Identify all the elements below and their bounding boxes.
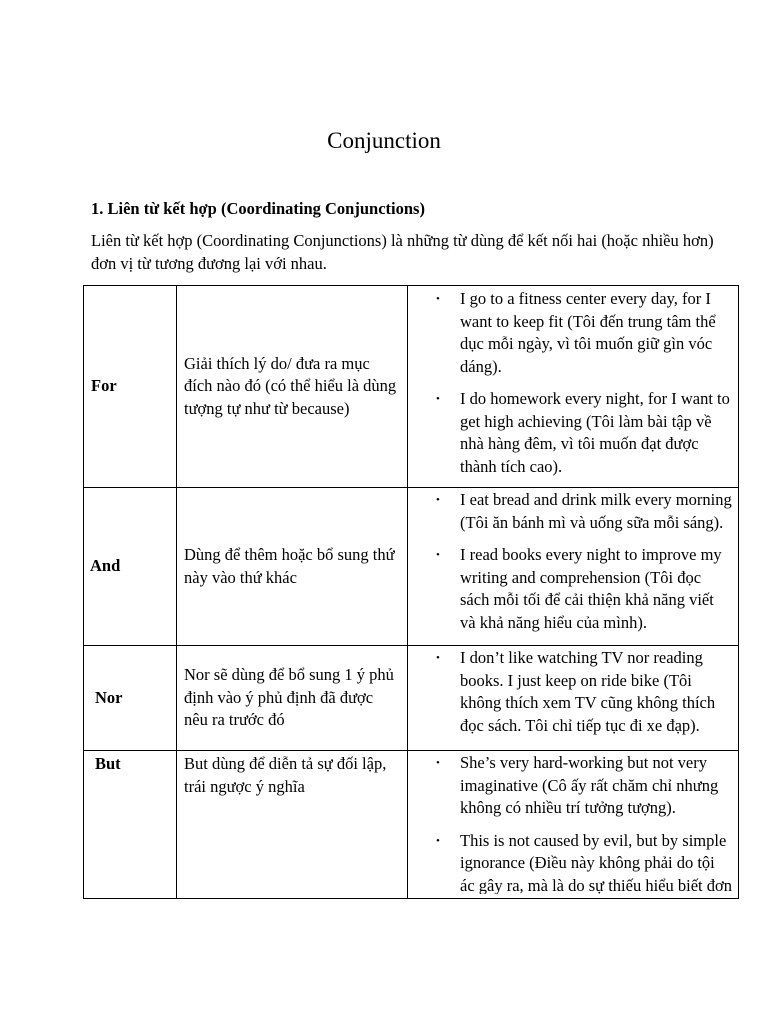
bullet-icon: • xyxy=(436,293,440,305)
example-list xyxy=(408,286,732,478)
example-list xyxy=(408,488,732,634)
conjunction-table xyxy=(83,285,739,899)
conjunction-word: But xyxy=(84,751,177,899)
example-text: I do homework every night, for I want to get high achieving (Tôi làm bài tập về nhà hàng đêm, vì tôi muốn đạt được thành tích cao). xyxy=(460,389,730,476)
table-row xyxy=(84,751,739,899)
example-text: She’s very hard-working but not very imaginative (Cô ấy rất chăm chỉ nhưng không có nhiều trí tưởng tượng). xyxy=(460,753,719,817)
list-item xyxy=(436,544,732,634)
example-text: I don’t like watching TV nor reading books. I just keep on ride bike (Tôi không thích xem TV cũng không thích đọc sách. Tôi chỉ tiếp tục đi xe đạp). xyxy=(460,648,716,735)
example-text: I eat bread and drink milk every morning (Tôi ăn bánh mì và uống sữa mỗi sáng). xyxy=(460,490,732,532)
conjunction-word: Nor xyxy=(84,646,177,751)
example-text: This is not caused by evil, but by simple ignorance (Điều này không phải do tội ác gây ra, mà là do sự thiếu hiểu biết đơn xyxy=(460,830,732,894)
conjunction-meaning: Giải thích lý do/ đưa ra mục đích nào đó (có thể hiểu là dùng tượng tự như từ because) xyxy=(177,286,408,488)
bullet-icon: • xyxy=(436,549,440,561)
list-item xyxy=(436,647,732,737)
list-item xyxy=(436,489,732,534)
bullet-icon: • xyxy=(436,652,440,664)
example-text: I go to a fitness center every day, for I want to keep fit (Tôi đến trung tâm thể dục mỗi ngày, vì tôi muốn giữ gìn vóc dáng). xyxy=(460,289,716,376)
conjunction-word: For xyxy=(84,286,177,488)
table-row xyxy=(84,488,739,646)
bullet-icon: • xyxy=(436,834,440,847)
bullet-icon: • xyxy=(436,393,440,405)
table-row xyxy=(84,286,739,488)
conjunction-meaning: Dùng để thêm hoặc bổ sung thứ này vào thứ khác xyxy=(177,488,408,646)
table-row xyxy=(84,646,739,751)
example-text: I read books every night to improve my writing and comprehension (Tôi đọc sách mỗi tối để cải thiện khả năng viết và khả năng hiểu của mình). xyxy=(460,545,722,632)
list-item xyxy=(436,830,732,895)
list-item xyxy=(436,288,732,378)
intro-paragraph: Liên từ kết hợp (Coordinating Conjunctions) là những từ dùng để kết nối hai (hoặc nhiều hơn) đơn vị từ tương đương lại với nhau. xyxy=(91,231,714,273)
conjunction-meaning: But dùng để diễn tả sự đối lập, trái ngược ý nghĩa xyxy=(177,751,408,899)
list-item xyxy=(436,752,732,820)
conjunction-word: And xyxy=(84,488,177,646)
page-title: Conjunction xyxy=(327,128,441,153)
examples-cell xyxy=(408,646,739,751)
examples-cell xyxy=(408,751,739,899)
example-list xyxy=(408,751,732,894)
examples-cell xyxy=(408,286,739,488)
conjunction-meaning: Nor sẽ dùng để bổ sung 1 ý phủ định vào ý phủ định đã được nêu ra trước đó xyxy=(177,646,408,751)
examples-clip xyxy=(408,751,732,894)
bullet-icon: • xyxy=(436,757,440,769)
examples-cell xyxy=(408,488,739,646)
list-item xyxy=(436,388,732,478)
section-heading: 1. Liên từ kết hợp (Coordinating Conjunctions) xyxy=(91,199,425,218)
example-list xyxy=(408,646,732,737)
bullet-icon: • xyxy=(436,494,440,506)
